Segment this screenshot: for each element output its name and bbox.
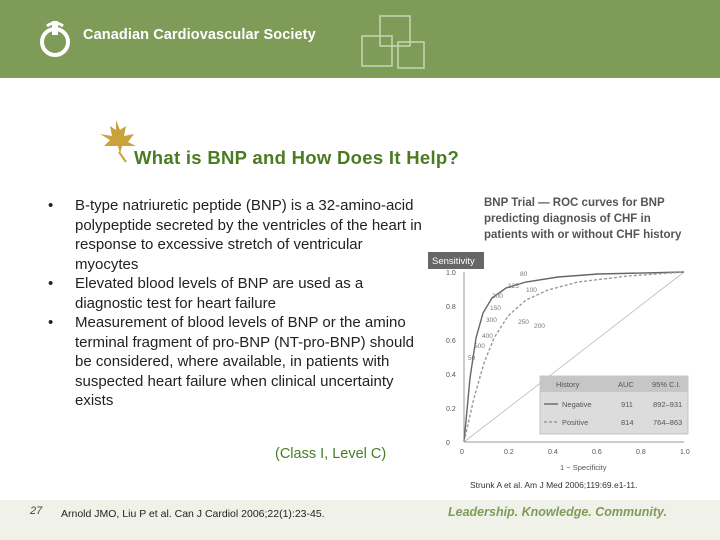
recommendation-class: (Class I, Level C) (275, 446, 387, 462)
page-number: 27 (30, 505, 43, 517)
bullet-item: • B-type natriuretic peptide (BNP) is a 32-amino-acid polypeptide secreted by the ventricles of the heart in response to excessive stretch of ventricular myocytes (48, 196, 428, 274)
legend-row-name: Negative (562, 400, 592, 409)
x-tick-label: 1.0 (680, 449, 690, 456)
y-tick-label: 0 (446, 440, 450, 447)
figure-citation: Strunk A et al. Am J Med 2006;119:69.e1-11. (470, 480, 638, 490)
cutoff-point-label: 400 (482, 333, 493, 340)
cutoff-point-label: 80 (520, 271, 528, 278)
organization-name: Canadian Cardiovascular Society (83, 27, 316, 43)
legend-row-ci: 892–931 (653, 400, 683, 409)
legend-header: 95% C.I. (652, 380, 681, 389)
legend-row-auc: 814 (621, 418, 634, 427)
x-tick-label: 0.4 (548, 449, 558, 456)
y-tick-label: 1.0 (446, 270, 456, 277)
legend-header: AUC (618, 380, 634, 389)
x-tick-label: 0.6 (592, 449, 602, 456)
y-tick-label: 0.6 (446, 338, 456, 345)
y-tick-label: 0.2 (446, 406, 456, 413)
bullet-item: • Elevated blood levels of BNP are used as a diagnostic test for heart failure (48, 274, 428, 313)
header-bar (0, 0, 720, 78)
roc-figure (428, 188, 710, 473)
figure-title-line: predicting diagnosis of CHF in (484, 213, 651, 225)
cutoff-point-label: 200 (534, 323, 545, 330)
heart-leaf-logo-icon (34, 18, 76, 60)
figure-title-line: BNP Trial — ROC curves for BNP (484, 197, 665, 209)
x-tick-label: 0.8 (636, 449, 646, 456)
cutoff-point-label: 250 (518, 319, 529, 326)
reference-text: Arnold JMO, Liu P et al. Can J Cardiol 2006;22(1):23-45. (61, 508, 325, 520)
legend-row-auc: 911 (621, 400, 633, 409)
figure-title-line: patients with or without CHF history (484, 229, 682, 241)
tagline: Leadership. Knowledge. Community. (448, 505, 668, 519)
cutoff-point-label: 150 (490, 305, 501, 312)
cutoff-point-label: 300 (486, 317, 497, 324)
x-tick-label: 0.2 (504, 449, 514, 456)
cutoff-point-label: 100 (526, 287, 537, 294)
legend-header: History (556, 380, 580, 389)
slide-title: What is BNP and How Does It Help? (134, 147, 460, 168)
decorative-squares (360, 14, 430, 74)
cutoff-point-label: 200 (492, 293, 503, 300)
cutoff-point-label: 125 (508, 283, 519, 290)
cutoff-point-label: 50 (468, 355, 476, 362)
xlabel: 1 − Specificity (560, 463, 607, 472)
x-tick-label: 0 (460, 449, 464, 456)
y-tick-label: 0.4 (446, 372, 456, 379)
legend-box (540, 376, 688, 434)
bullet-list (48, 196, 428, 411)
y-tick-label: 0.8 (446, 304, 456, 311)
legend-row-name: Positive (562, 418, 589, 427)
legend-row-ci: 764–863 (653, 418, 683, 427)
cutoff-point-label: 500 (474, 343, 485, 350)
ylabel: Sensitivity (432, 256, 475, 267)
bullet-item: • Measurement of blood levels of BNP or the amino terminal fragment of pro-BNP (NT-pro-BNP) should be considered, where available, in patients with suspected heart failure when clinical uncertainty exists (48, 313, 428, 411)
